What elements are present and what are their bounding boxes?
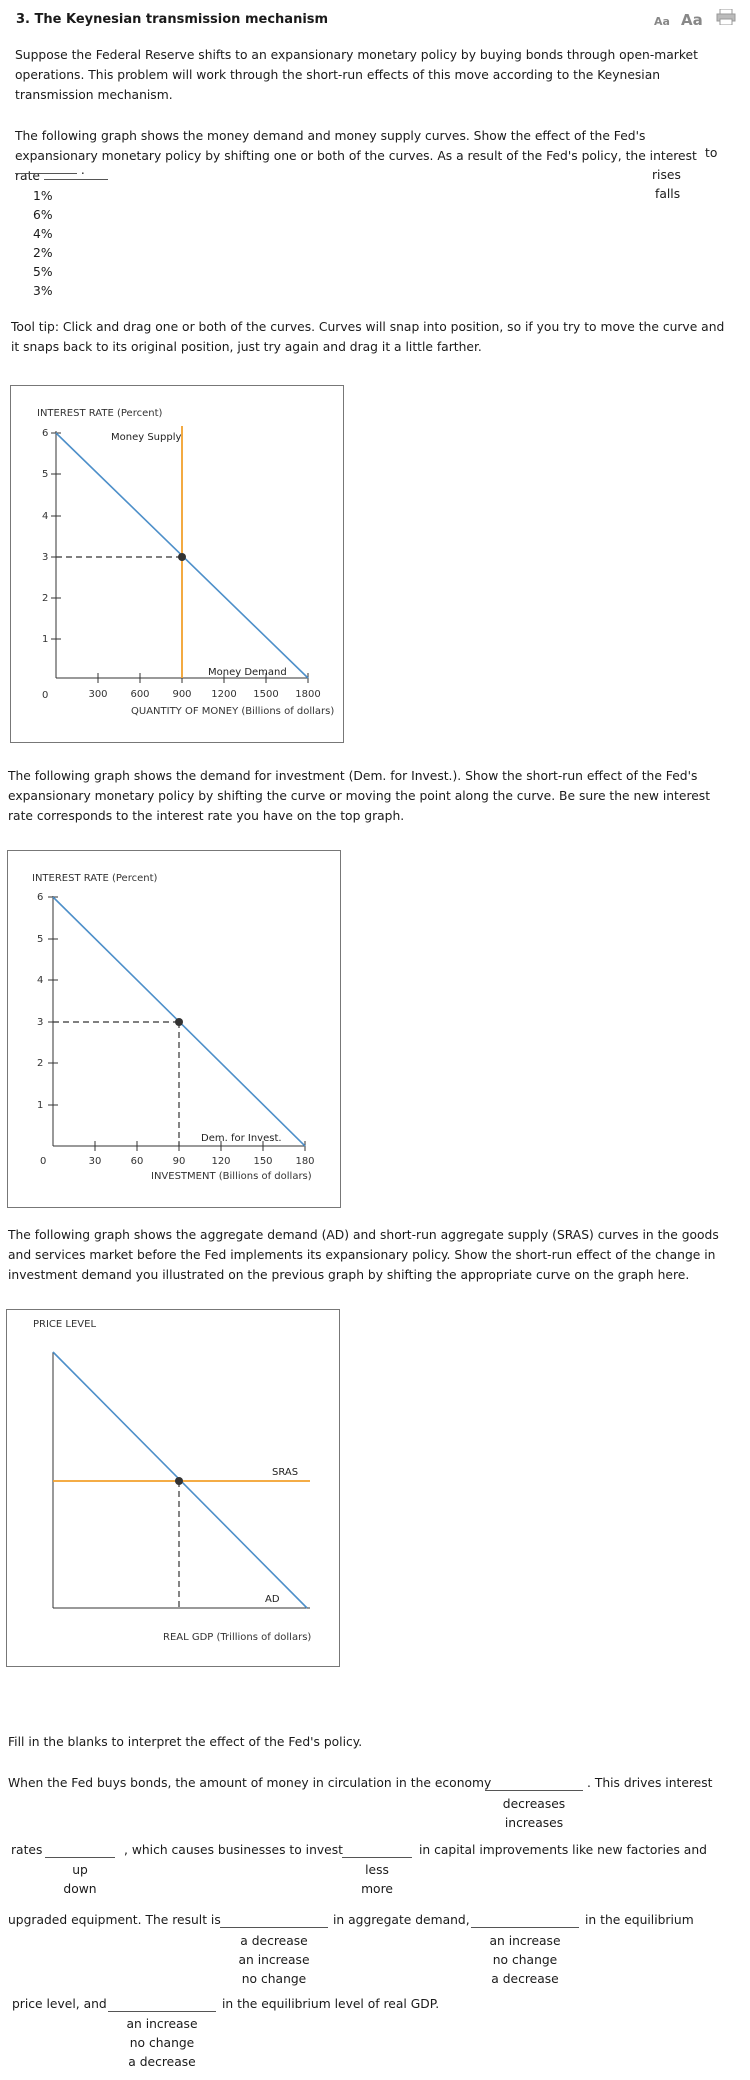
intro-text: Suppose the Federal Reserve shifts to an expansionary monetary policy by buying bonds through open-market operations. This problem will work through the short-run effects of this move according to the Keynesian transmission mechanism. (15, 48, 698, 102)
price-option[interactable]: no change (492, 1953, 558, 1967)
money-circulation-blank[interactable] (485, 1777, 583, 1791)
sras-label: SRAS (272, 1467, 299, 1478)
s1-text-b: . This drives interest (587, 1776, 713, 1790)
gdp-option[interactable]: an increase (126, 2017, 198, 2031)
investment-point[interactable] (175, 1018, 183, 1026)
g2-xtick: 90 (172, 1156, 186, 1167)
real-gdp-blank[interactable] (108, 1998, 216, 2012)
g2-xtick: 30 (88, 1156, 102, 1167)
g2-xtick: 150 (253, 1156, 273, 1167)
investment-graph (7, 850, 341, 1208)
money-demand-label: Money Demand (208, 667, 287, 678)
price-level-blank[interactable] (471, 1914, 579, 1928)
direction-option-falls[interactable]: falls (655, 187, 681, 201)
invest-option[interactable]: less (365, 1863, 389, 1877)
invest-blank[interactable] (342, 1844, 412, 1858)
g2-origin: 0 (40, 1156, 47, 1167)
g3-xlabel: REAL GDP (Trillions of dollars) (163, 1632, 312, 1643)
interest-rates-blank[interactable] (45, 1844, 115, 1858)
printer-icon[interactable] (716, 9, 736, 25)
q1-text (15, 126, 718, 186)
g1-ylabel: INTEREST RATE (Percent) (37, 408, 163, 419)
g2-xtick: 180 (295, 1156, 315, 1167)
g2-ytick: 5 (37, 934, 44, 945)
s4-text-a: price level, and (12, 1997, 107, 2011)
ad-option[interactable]: a decrease (240, 1934, 308, 1948)
question-title: 3. The Keynesian transmission mechanism (16, 12, 329, 27)
g2-ytick: 2 (37, 1058, 44, 1069)
rate-option[interactable]: 4% (33, 227, 53, 241)
investment-demand-label: Dem. for Invest. (201, 1133, 282, 1144)
money-option[interactable]: decreases (502, 1797, 566, 1811)
direction-option-rises[interactable]: rises (652, 168, 681, 182)
money-supply-label: Money Supply (111, 432, 182, 443)
ad-label: AD (265, 1594, 280, 1605)
gdp-option[interactable]: a decrease (128, 2055, 196, 2069)
g1-xtick: 1500 (253, 689, 279, 700)
price-option[interactable]: a decrease (491, 1972, 559, 1986)
s3-text-c: in the equilibrium (585, 1913, 694, 1927)
rates-option[interactable]: down (63, 1882, 97, 1896)
rates-option[interactable]: up (72, 1863, 88, 1877)
g1-origin: 0 (42, 690, 49, 701)
g1-ytick: 4 (42, 511, 49, 522)
g1-ytick: 6 (42, 428, 49, 439)
g3-equilibrium-point (175, 1477, 183, 1485)
g2-y-ticks (37, 892, 58, 1111)
g3-ylabel: PRICE LEVEL (33, 1319, 97, 1330)
money-market-graph (10, 385, 344, 743)
s3-text-a: upgraded equipment. The result is (8, 1913, 221, 1927)
gdp-option[interactable]: no change (129, 2036, 195, 2050)
font-increase-button[interactable]: Aa (681, 11, 703, 29)
ad-option[interactable]: no change (241, 1972, 307, 1986)
aggregate-demand-blank[interactable] (220, 1914, 328, 1928)
price-option[interactable]: an increase (489, 1934, 561, 1948)
rate-option[interactable]: 3% (33, 284, 53, 298)
q3-text: The following graph shows the aggregate demand (AD) and short-run aggregate supply (SRAS) curves in the goods and services market before the Fed implements its expansionary policy. Show the short-run effect of the change in investment demand you illustrated on the previous graph by shifting the appropriate curve on the graph here. (8, 1228, 719, 1282)
g1-ytick: 2 (42, 593, 49, 604)
s2-text-c: in capital improvements like new factories and (419, 1843, 707, 1857)
q1-text-b: to (705, 146, 718, 160)
g2-xlabel: INVESTMENT (Billions of dollars) (151, 1171, 312, 1182)
q1-text-c: . (80, 163, 85, 177)
g1-ytick: 3 (42, 552, 49, 563)
g1-xlabel: QUANTITY OF MONEY (Billions of dollars) (131, 706, 335, 717)
g2-x-ticks (89, 1141, 315, 1167)
fill-intro: Fill in the blanks to interpret the effect of the Fed's policy. (8, 1735, 363, 1749)
money-option[interactable]: increases (504, 1816, 564, 1830)
invest-option[interactable]: more (361, 1882, 393, 1896)
g1-xtick: 1800 (295, 689, 321, 700)
g2-xtick: 60 (130, 1156, 144, 1167)
g2-ytick: 4 (37, 975, 44, 986)
g1-xtick: 600 (130, 689, 150, 700)
rate-option[interactable]: 1% (33, 189, 53, 203)
s1-text-a: When the Fed buys bonds, the amount of money in circulation in the economy (8, 1776, 492, 1790)
g2-xtick: 120 (211, 1156, 231, 1167)
font-decrease-button[interactable]: Aa (654, 15, 670, 28)
g1-xtick: 1200 (211, 689, 237, 700)
g1-y-ticks (42, 428, 61, 645)
g2-ylabel: INTEREST RATE (Percent) (32, 873, 158, 884)
g1-ytick: 1 (42, 634, 49, 645)
ad-as-graph (6, 1309, 340, 1667)
q1-line3 (15, 160, 85, 177)
q2-text: The following graph shows the demand for investment (Dem. for Invest.). Show the short-run effect of the Fed's expansionary monetary policy by shifting the curve or moving the point along the curve. Be sure the new interest rate corresponds to the interest rate you have on the top graph. (8, 769, 711, 823)
g1-xtick: 300 (88, 689, 108, 700)
q1-text-a: The following graph shows the money demand and money supply curves. Show the effect of the Fed's expansionary monetary policy by shifting one or both of the curves. As a result of the Fed's policy, the interest rate (15, 129, 697, 183)
g1-equilibrium-point (178, 553, 186, 561)
s2-text-b: , which causes businesses to invest (124, 1843, 343, 1857)
g2-ytick: 6 (37, 892, 44, 903)
s2-text-a: rates (11, 1843, 43, 1857)
g2-ytick: 1 (37, 1100, 44, 1111)
s4-text-b: in the equilibrium level of real GDP. (222, 1997, 440, 2011)
tooltip-text: Tool tip: Click and drag one or both of the curves. Curves will snap into position, so if you try to move the curve and it snaps back to its original position, just try again and drag it a little farther. (11, 320, 725, 354)
interest-rate-blank[interactable] (15, 160, 77, 174)
g1-xtick: 900 (172, 689, 192, 700)
ad-option[interactable]: an increase (238, 1953, 310, 1967)
rate-option[interactable]: 2% (33, 246, 53, 260)
g1-ytick: 5 (42, 469, 49, 480)
rate-option[interactable]: 6% (33, 208, 53, 222)
s3-text-b: in aggregate demand, (333, 1913, 470, 1927)
rate-option[interactable]: 5% (33, 265, 53, 279)
g2-ytick: 3 (37, 1017, 44, 1028)
